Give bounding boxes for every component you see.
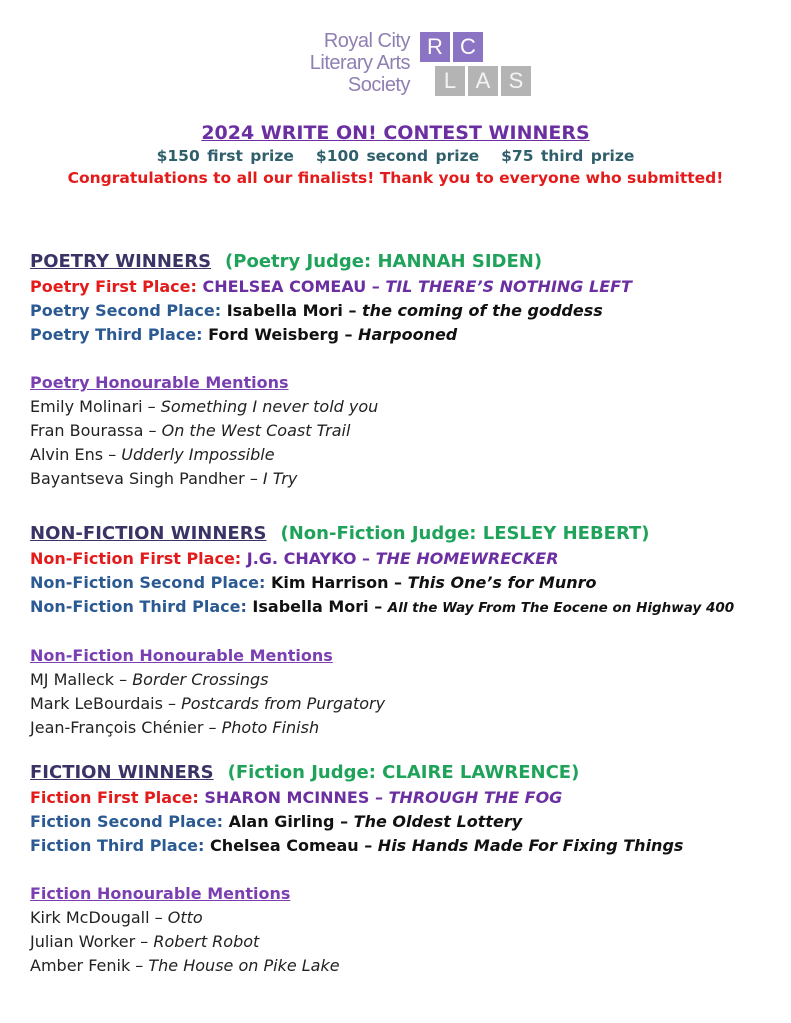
mention-title: Postcards from Purgatory <box>181 694 386 713</box>
logo-line-3: Society <box>347 74 410 96</box>
nonfiction-section <box>30 521 780 740</box>
fiction-second-name: Alan Girling – <box>228 812 354 831</box>
poetry-section <box>30 249 780 491</box>
fiction-hm-heading <box>30 882 780 906</box>
mention-title: I Try <box>262 469 298 488</box>
nonfiction-heading: NON-FICTION WINNERS <box>30 523 267 544</box>
mention-author: Emily Molinari – <box>30 397 161 416</box>
nonfiction-third-place <box>30 595 780 620</box>
nonfiction-judge-label: (Non-Fiction Judge: <box>280 523 483 544</box>
list-item <box>30 419 780 443</box>
nonfiction-second-place <box>30 571 780 595</box>
list-item <box>30 954 780 978</box>
mention-title: On the West Coast Trail <box>161 421 351 440</box>
mention-author: Fran Bourassa – <box>30 421 162 440</box>
logo-letter-r: R <box>420 32 450 62</box>
contest-header <box>0 121 791 189</box>
nonfiction-first-name: J.G. CHAYKO – <box>246 549 376 568</box>
mention-title: Robert Robot <box>153 932 260 951</box>
poetry-second-place <box>30 299 780 323</box>
poetry-third-label: Poetry Third Place: <box>30 325 209 344</box>
poetry-second-title: the coming of the goddess <box>362 301 603 320</box>
fiction-first-title: THROUGH THE FOG <box>388 788 563 807</box>
poetry-first-place <box>30 275 780 299</box>
nonfiction-first-title: THE HOMEWRECKER <box>375 549 559 568</box>
mention-author: MJ Malleck – <box>30 670 133 689</box>
logo-letter-a: A <box>468 66 498 96</box>
mention-author: Jean-François Chénier – <box>30 718 222 737</box>
poetry-hm-heading <box>30 371 780 395</box>
poetry-second-label: Poetry Second Place: <box>30 301 227 320</box>
poetry-heading: POETRY WINNERS <box>30 251 212 272</box>
fiction-judge-label: (Fiction Judge: <box>227 762 383 783</box>
nonfiction-first-place <box>30 547 780 571</box>
mention-title: The House on Pike Lake <box>148 956 340 975</box>
list-item <box>30 692 780 716</box>
poetry-heading-row <box>30 249 780 275</box>
second-prize: $100 second prize <box>315 147 480 165</box>
nonfiction-second-label: Non-Fiction Second Place: <box>30 573 271 592</box>
mention-author: Amber Fenik – <box>30 956 149 975</box>
logo-text <box>280 30 410 96</box>
mention-title: Border Crossings <box>132 670 269 689</box>
list-item <box>30 668 780 692</box>
fiction-first-place <box>30 786 780 810</box>
fiction-section <box>30 760 780 978</box>
fiction-second-label: Fiction Second Place: <box>30 812 229 831</box>
rclas-logo <box>280 30 550 102</box>
third-prize: $75 third prize <box>501 147 635 165</box>
fiction-heading-row <box>30 760 780 786</box>
list-item <box>30 443 780 467</box>
fiction-third-name: Chelsea Comeau – <box>210 836 378 855</box>
first-prize: $150 first prize <box>156 147 294 165</box>
poetry-first-label: Poetry First Place: <box>30 277 203 296</box>
mention-title: Udderly Impossible <box>121 445 275 464</box>
logo-line-2: Literary Arts <box>309 52 410 74</box>
nonfiction-third-title: All the Way From The Eocene on Highway 400 <box>387 600 735 616</box>
fiction-third-label: Fiction Third Place: <box>30 836 210 855</box>
nonfiction-hm-title: Non-Fiction Honourable Mentions <box>30 646 333 665</box>
poetry-judge-name: HANNAH SIDEN) <box>377 251 543 272</box>
fiction-first-name: SHARON MCINNES – <box>204 788 389 807</box>
list-item <box>30 467 780 491</box>
fiction-judge-name: CLAIRE LAWRENCE) <box>382 762 580 783</box>
logo-line-1: Royal City <box>323 30 410 52</box>
poetry-judge-label: (Poetry Judge: <box>225 251 378 272</box>
poetry-first-name: CHELSEA COMEAU – <box>202 277 386 296</box>
mention-author: Alvin Ens – <box>30 445 122 464</box>
poetry-first-title: TIL THERE’S NOTHING LEFT <box>385 277 632 296</box>
list-item <box>30 906 780 930</box>
poetry-third-title: Harpooned <box>358 325 458 344</box>
mention-title: Something I never told you <box>160 397 379 416</box>
logo-letter-l: L <box>435 66 465 96</box>
mention-title: Otto <box>167 908 203 927</box>
fiction-third-title: His Hands Made For Fixing Things <box>377 836 684 855</box>
nonfiction-first-label: Non-Fiction First Place: <box>30 549 247 568</box>
contest-title: 2024 WRITE ON! CONTEST WINNERS <box>201 122 590 144</box>
mention-author: Julian Worker – <box>30 932 154 951</box>
fiction-hm-title: Fiction Honourable Mentions <box>30 884 291 903</box>
fiction-first-label: Fiction First Place: <box>30 788 205 807</box>
nonfiction-second-title: This One’s for Munro <box>407 573 597 592</box>
nonfiction-judge-name: LESLEY HEBERT) <box>482 523 650 544</box>
nonfiction-third-name: Isabella Mori – <box>252 597 388 616</box>
mention-author: Mark LeBourdais – <box>30 694 182 713</box>
fiction-heading: FICTION WINNERS <box>30 762 214 783</box>
list-item <box>30 930 780 954</box>
nonfiction-hm-heading <box>30 644 780 668</box>
fiction-second-place <box>30 810 780 834</box>
poetry-hm-title: Poetry Honourable Mentions <box>30 373 289 392</box>
mention-author: Bayantseva Singh Pandher – <box>30 469 263 488</box>
nonfiction-third-label: Non-Fiction Third Place: <box>30 597 253 616</box>
fiction-second-title: The Oldest Lottery <box>353 812 523 831</box>
list-item <box>30 395 780 419</box>
mention-author: Kirk McDougall – <box>30 908 168 927</box>
mention-title: Photo Finish <box>221 718 320 737</box>
logo-letter-s: S <box>501 66 531 96</box>
list-item <box>30 716 780 740</box>
poetry-third-name: Ford Weisberg – <box>208 325 359 344</box>
poetry-third-place <box>30 323 780 347</box>
nonfiction-second-name: Kim Harrison – <box>270 573 408 592</box>
prize-amounts <box>0 145 791 167</box>
congratulations-message: Congratulations to all our finalists! Thank you to everyone who submitted! <box>67 169 724 187</box>
logo-letter-c: C <box>453 32 483 62</box>
poetry-second-name: Isabella Mori – <box>226 301 363 320</box>
nonfiction-heading-row <box>30 521 780 547</box>
fiction-third-place <box>30 834 780 858</box>
